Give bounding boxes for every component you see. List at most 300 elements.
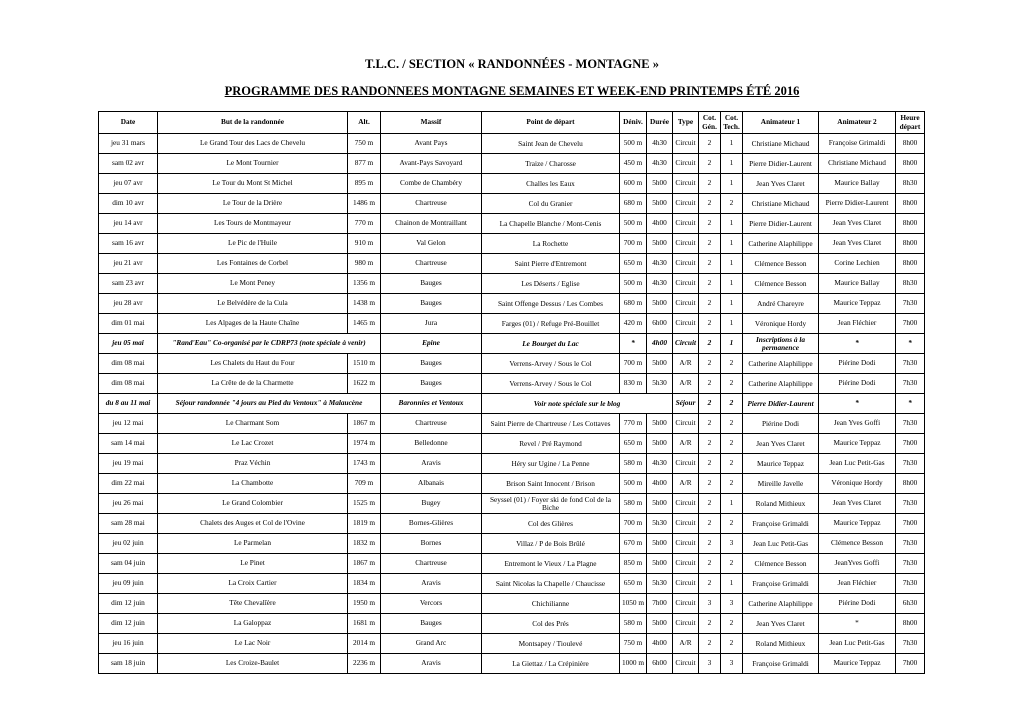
cell-anim2: Jean Fléchier: [819, 574, 896, 594]
cell-depart: Voir note spéciale sur le blog: [482, 394, 673, 414]
cell-heure: 7h30: [896, 494, 925, 514]
header-cot-tech: [721, 112, 743, 134]
cell-anim1: André Chareyre: [743, 294, 819, 314]
header-alt: Alt.: [348, 112, 381, 134]
cell-massif: Bauges: [381, 354, 482, 374]
cell-type: Circuit: [673, 334, 699, 354]
cell-cottech: 1: [721, 154, 743, 174]
cell-deniv: 680 m: [620, 294, 647, 314]
cell-date: jeu 19 mai: [99, 454, 158, 474]
header-animateur-1: Animateur 1: [743, 112, 819, 134]
cell-depart: Saint Offenge Dessus / Les Combes: [482, 294, 620, 314]
cell-massif: Aravis: [381, 574, 482, 594]
table-row: [99, 234, 925, 254]
cell-cotgen: 2: [699, 374, 721, 394]
cell-anim1: Clémence Besson: [743, 554, 819, 574]
header-type: Type: [673, 112, 699, 134]
cell-but: Le Lac Noir: [158, 634, 348, 654]
cell-anim2: Jean Luc Petit-Gas: [819, 454, 896, 474]
header-heure-depart: [896, 112, 925, 134]
cell-cottech: 1: [721, 234, 743, 254]
cell-deniv: 700 m: [620, 514, 647, 534]
cell-depart: Col des Prés: [482, 614, 620, 634]
cell-heure: 7h00: [896, 434, 925, 454]
cell-cottech: 2: [721, 374, 743, 394]
cell-duree: 4h30: [647, 454, 673, 474]
header-duree: Durée: [647, 112, 673, 134]
table-row: [99, 434, 925, 454]
header-heure-line1: Heure: [900, 113, 920, 122]
cell-but: Le Pinet: [158, 554, 348, 574]
cell-cottech: 2: [721, 474, 743, 494]
cell-anim2: Jean Fléchier: [819, 314, 896, 334]
cell-cotgen: 2: [699, 414, 721, 434]
cell-cottech: 2: [721, 354, 743, 374]
table-row: [99, 614, 925, 634]
cell-duree: 4h00: [647, 214, 673, 234]
cell-depart: Seyssel (01) / Foyer ski de fond Col de la Biche: [482, 494, 620, 514]
cell-but: Le Mont Tournier: [158, 154, 348, 174]
cell-type: A/R: [673, 354, 699, 374]
cell-heure: 8h00: [896, 234, 925, 254]
cell-alt: 1622 m: [348, 374, 381, 394]
cell-alt: 1867 m: [348, 414, 381, 434]
cell-but: Le Grand Colombier: [158, 494, 348, 514]
cell-alt: 895 m: [348, 174, 381, 194]
cell-cotgen: 2: [699, 554, 721, 574]
table-row: [99, 374, 925, 394]
header-heure-line2: départ: [899, 121, 921, 131]
cell-deniv: 580 m: [620, 494, 647, 514]
cell-deniv: 650 m: [620, 434, 647, 454]
cell-depart: Brison Saint Innocent / Brison: [482, 474, 620, 494]
cell-duree: 5h00: [647, 174, 673, 194]
cell-alt: 1465 m: [348, 314, 381, 334]
cell-type: Circuit: [673, 534, 699, 554]
cell-deniv: 750 m: [620, 634, 647, 654]
cell-deniv: 830 m: [620, 374, 647, 394]
cell-massif: Bugey: [381, 494, 482, 514]
cell-anim2: *: [819, 394, 896, 414]
cell-duree: 4h00: [647, 334, 673, 354]
cell-date: jeu 02 juin: [99, 534, 158, 554]
cell-heure: 8h00: [896, 254, 925, 274]
cell-but: Chalets des Auges et Col de l'Ovine: [158, 514, 348, 534]
cell-cottech: 3: [721, 534, 743, 554]
cell-anim1: Catherine Alaphilippe: [743, 594, 819, 614]
cell-cotgen: 2: [699, 494, 721, 514]
cell-alt: 770 m: [348, 214, 381, 234]
cell-deniv: 700 m: [620, 234, 647, 254]
cell-anim2: Maurice Teppaz: [819, 294, 896, 314]
cell-deniv: 1000 m: [620, 654, 647, 674]
cell-duree: 5h00: [647, 534, 673, 554]
cell-type: A/R: [673, 474, 699, 494]
cell-anim2: Véronique Hordy: [819, 474, 896, 494]
cell-alt: 1510 m: [348, 354, 381, 374]
header-cot-tech-line2: Tech.: [723, 121, 740, 131]
cell-duree: 5h30: [647, 514, 673, 534]
cell-date: dim 12 juin: [99, 614, 158, 634]
cell-duree: 5h00: [647, 554, 673, 574]
cell-cotgen: 2: [699, 154, 721, 174]
cell-anim2: Maurice Ballay: [819, 274, 896, 294]
cell-duree: 4h30: [647, 134, 673, 154]
cell-but: Le Mont Peney: [158, 274, 348, 294]
cell-massif: Grand Arc: [381, 634, 482, 654]
cell-cotgen: 2: [699, 214, 721, 234]
cell-deniv: 670 m: [620, 534, 647, 554]
cell-type: Circuit: [673, 154, 699, 174]
cell-anim2: Jean Yves Claret: [819, 214, 896, 234]
cell-date: jeu 21 avr: [99, 254, 158, 274]
cell-type: Circuit: [673, 654, 699, 674]
cell-duree: 5h00: [647, 614, 673, 634]
cell-duree: 5h30: [647, 574, 673, 594]
cell-massif: Jura: [381, 314, 482, 334]
cell-but: Le Grand Tour des Lacs de Chevelu: [158, 134, 348, 154]
cell-depart: Montsapey / Tioulevé: [482, 634, 620, 654]
cell-deniv: 770 m: [620, 414, 647, 434]
cell-type: Circuit: [673, 414, 699, 434]
table-row: [99, 314, 925, 334]
table-row: [99, 534, 925, 554]
cell-but: Tête Chevalîère: [158, 594, 348, 614]
cell-date: jeu 12 mai: [99, 414, 158, 434]
header-cot-gen-line1: Cot.: [702, 113, 717, 122]
cell-date: sam 16 avr: [99, 234, 158, 254]
cell-cottech: 2: [721, 514, 743, 534]
cell-anim2: Jean Luc Petit-Gas: [819, 634, 896, 654]
cell-duree: 6h00: [647, 654, 673, 674]
cell-type: Circuit: [673, 214, 699, 234]
cell-duree: 5h00: [647, 294, 673, 314]
cell-date: sam 14 mai: [99, 434, 158, 454]
cell-anim2: Piérine Dodi: [819, 374, 896, 394]
cell-cotgen: 2: [699, 194, 721, 214]
cell-anim2: Françoise Grimaldi: [819, 134, 896, 154]
cell-anim1: Catherine Alaphilippe: [743, 374, 819, 394]
cell-anim1: Pierre Didier-Laurent: [743, 394, 819, 414]
cell-duree: 4h00: [647, 634, 673, 654]
cell-anim2: Jean Yves Goffi: [819, 414, 896, 434]
table-row: [99, 334, 925, 354]
cell-anim1: Inscriptions à la permanence: [743, 334, 819, 354]
cell-anim2: Jean Yves Claret: [819, 494, 896, 514]
cell-depart: Challes les Eaux: [482, 174, 620, 194]
cell-cottech: 1: [721, 574, 743, 594]
cell-date: dim 01 mai: [99, 314, 158, 334]
cell-heure: 6h30: [896, 594, 925, 614]
cell-deniv: 450 m: [620, 154, 647, 174]
cell-anim1: Catherine Alaphilippe: [743, 354, 819, 374]
cell-heure: 7h30: [896, 374, 925, 394]
cell-heure: 7h00: [896, 514, 925, 534]
header-deniv: Déniv.: [620, 112, 647, 134]
cell-depart: Villaz / P de Bois Brûlé: [482, 534, 620, 554]
cell-cottech: 1: [721, 294, 743, 314]
cell-massif: Chainon de Montraillant: [381, 214, 482, 234]
cell-heure: 7h30: [896, 294, 925, 314]
table-row: [99, 554, 925, 574]
cell-alt: 1356 m: [348, 274, 381, 294]
cell-anim1: Jean Yves Claret: [743, 434, 819, 454]
cell-deniv: 500 m: [620, 214, 647, 234]
cell-anim1: Jean Yves Claret: [743, 614, 819, 634]
cell-cotgen: 2: [699, 174, 721, 194]
table-row: [99, 394, 925, 414]
cell-type: Circuit: [673, 594, 699, 614]
cell-but: Le Parmelan: [158, 534, 348, 554]
cell-date: sam 23 avr: [99, 274, 158, 294]
cell-massif: Avant-Pays Savoyard: [381, 154, 482, 174]
cell-deniv: 650 m: [620, 574, 647, 594]
cell-anim1: Jean Luc Petit-Gas: [743, 534, 819, 554]
cell-cottech: 3: [721, 594, 743, 614]
table-row: [99, 494, 925, 514]
cell-deniv: 500 m: [620, 274, 647, 294]
cell-anim2: Maurice Teppaz: [819, 514, 896, 534]
cell-depart: Chichilianne: [482, 594, 620, 614]
cell-anim1: Catherine Alaphilippe: [743, 234, 819, 254]
cell-duree: 4h00: [647, 474, 673, 494]
cell-alt: 709 m: [348, 474, 381, 494]
cell-alt: 1486 m: [348, 194, 381, 214]
cell-type: Circuit: [673, 454, 699, 474]
cell-date: jeu 28 avr: [99, 294, 158, 314]
header-cot-tech-line1: Cot.: [724, 113, 739, 122]
cell-massif: Baronnies et Ventoux: [381, 394, 482, 414]
cell-duree: 4h30: [647, 254, 673, 274]
cell-heure: 7h30: [896, 354, 925, 374]
cell-date: jeu 07 avr: [99, 174, 158, 194]
table-row: [99, 474, 925, 494]
cell-cottech: 2: [721, 414, 743, 434]
cell-type: Circuit: [673, 294, 699, 314]
cell-duree: 5h00: [647, 494, 673, 514]
cell-cottech: 2: [721, 454, 743, 474]
cell-duree: 7h00: [647, 594, 673, 614]
cell-heure: 8h00: [896, 214, 925, 234]
cell-date: dim 08 mai: [99, 354, 158, 374]
cell-anim1: Christiane Michaud: [743, 194, 819, 214]
cell-massif: Belledonne: [381, 434, 482, 454]
cell-depart: Verrens-Arvey / Sous le Col: [482, 374, 620, 394]
cell-massif: Aravis: [381, 654, 482, 674]
cell-anim1: Mireille Javelle: [743, 474, 819, 494]
table-row: [99, 514, 925, 534]
cell-type: Circuit: [673, 134, 699, 154]
header-but: But de la randonnée: [158, 112, 348, 134]
cell-cotgen: 2: [699, 454, 721, 474]
cell-cotgen: 2: [699, 274, 721, 294]
cell-anim1: Véronique Hordy: [743, 314, 819, 334]
cell-anim1: Christiane Michaud: [743, 134, 819, 154]
cell-type: Circuit: [673, 574, 699, 594]
cell-date: sam 28 mai: [99, 514, 158, 534]
cell-anim1: Clémence Besson: [743, 274, 819, 294]
cell-type: Circuit: [673, 194, 699, 214]
cell-cotgen: 2: [699, 614, 721, 634]
cell-heure: 7h30: [896, 534, 925, 554]
cell-massif: Chartreuse: [381, 554, 482, 574]
cell-alt: 1819 m: [348, 514, 381, 534]
document-title: T.L.C. / SECTION « RANDONNÉES - MONTAGNE »: [364, 57, 659, 71]
cell-heure: 7h00: [896, 654, 925, 674]
cell-heure: 8h30: [896, 174, 925, 194]
cell-depart: Col des Glières: [482, 514, 620, 534]
cell-but: La Crête de de la Charmette: [158, 374, 348, 394]
cell-but: Le Pic de l'Huile: [158, 234, 348, 254]
cell-deniv: 600 m: [620, 174, 647, 194]
cell-heure: *: [896, 334, 925, 354]
cell-anim2: *: [819, 614, 896, 634]
cell-type: Circuit: [673, 234, 699, 254]
cell-depart: Héry sur Ugine / La Penne: [482, 454, 620, 474]
table-row: [99, 294, 925, 314]
cell-date: dim 12 juin: [99, 594, 158, 614]
cell-heure: 7h30: [896, 454, 925, 474]
cell-alt: 1867 m: [348, 554, 381, 574]
cell-massif: Avant Pays: [381, 134, 482, 154]
cell-duree: 5h30: [647, 374, 673, 394]
cell-duree: 5h00: [647, 194, 673, 214]
cell-date: sam 02 avr: [99, 154, 158, 174]
cell-duree: 5h00: [647, 234, 673, 254]
cell-type: Circuit: [673, 614, 699, 634]
cell-date: dim 10 avr: [99, 194, 158, 214]
cell-depart: Saint Pierre de Chartreuse / Les Cottaves: [482, 414, 620, 434]
cell-cotgen: 2: [699, 634, 721, 654]
cell-cottech: 1: [721, 214, 743, 234]
cell-heure: 7h30: [896, 574, 925, 594]
cell-anim2: Maurice Teppaz: [819, 434, 896, 454]
cell-anim2: JeanYves Goffi: [819, 554, 896, 574]
cell-duree: 5h00: [647, 414, 673, 434]
cell-cotgen: 2: [699, 294, 721, 314]
cell-but: Praz Véchin: [158, 454, 348, 474]
cell-but: "Rand'Eau" Co-organisé par le CDRP73 (note spéciale à venir): [158, 334, 381, 354]
cell-deniv: 680 m: [620, 194, 647, 214]
cell-cottech: 1: [721, 134, 743, 154]
cell-but: La Croix Cartier: [158, 574, 348, 594]
cell-heure: 7h30: [896, 554, 925, 574]
document-subtitle: PROGRAMME DES RANDONNEES MONTAGNE SEMAINES ET WEEK-END PRINTEMPS ÉTÉ 2016: [224, 84, 800, 98]
cell-alt: 2236 m: [348, 654, 381, 674]
cell-cotgen: 2: [699, 574, 721, 594]
table-row: [99, 414, 925, 434]
cell-cotgen: 2: [699, 434, 721, 454]
cell-cottech: 2: [721, 614, 743, 634]
table-row: [99, 454, 925, 474]
cell-date: dim 22 mai: [99, 474, 158, 494]
cell-anim2: Jean Yves Claret: [819, 234, 896, 254]
cell-but: Les Fontaines de Corbel: [158, 254, 348, 274]
cell-but: Le Tour de la Drière: [158, 194, 348, 214]
cell-alt: 1832 m: [348, 534, 381, 554]
cell-heure: 7h30: [896, 634, 925, 654]
table-row: [99, 134, 925, 154]
cell-cotgen: 3: [699, 594, 721, 614]
cell-cottech: 1: [721, 174, 743, 194]
table-row: [99, 634, 925, 654]
cell-anim1: Jean Yves Claret: [743, 174, 819, 194]
cell-deniv: 700 m: [620, 354, 647, 374]
cell-cotgen: 2: [699, 354, 721, 374]
cell-duree: 4h30: [647, 274, 673, 294]
cell-anim1: Roland Mithieux: [743, 634, 819, 654]
cell-depart: La Giettaz / La Crépinière: [482, 654, 620, 674]
cell-anim2: Maurice Teppaz: [819, 654, 896, 674]
cell-heure: 8h30: [896, 274, 925, 294]
cell-anim2: Corine Lechien: [819, 254, 896, 274]
cell-massif: Val Gelon: [381, 234, 482, 254]
cell-cotgen: 3: [699, 654, 721, 674]
table-row: [99, 214, 925, 234]
cell-depart: Le Bourget du Lac: [482, 334, 620, 354]
cell-cotgen: 2: [699, 254, 721, 274]
cell-depart: Saint Jean de Chevelu: [482, 134, 620, 154]
cell-cottech: 2: [721, 194, 743, 214]
cell-alt: 1834 m: [348, 574, 381, 594]
cell-but: Le Belvédère de la Cula: [158, 294, 348, 314]
cell-depart: Saint Nicolas la Chapelle / Chaucisse: [482, 574, 620, 594]
cell-date: sam 18 juin: [99, 654, 158, 674]
table-header-row: [99, 112, 925, 134]
cell-type: A/R: [673, 374, 699, 394]
cell-massif: Bauges: [381, 274, 482, 294]
cell-deniv: 500 m: [620, 474, 647, 494]
table-row: [99, 194, 925, 214]
cell-deniv: 850 m: [620, 554, 647, 574]
cell-but: La Chambotte: [158, 474, 348, 494]
cell-heure: 8h00: [896, 154, 925, 174]
cell-anim2: Pierre Didier-Laurent: [819, 194, 896, 214]
cell-duree: 6h00: [647, 314, 673, 334]
cell-massif: Combe de Chambéry: [381, 174, 482, 194]
cell-depart: La Rochette: [482, 234, 620, 254]
cell-but: Les Chalets du Haut du Four: [158, 354, 348, 374]
table-row: [99, 254, 925, 274]
cell-date: jeu 26 mai: [99, 494, 158, 514]
cell-massif: Vercors: [381, 594, 482, 614]
cell-cotgen: 2: [699, 314, 721, 334]
cell-type: A/R: [673, 634, 699, 654]
cell-but: La Galoppaz: [158, 614, 348, 634]
cell-cottech: 2: [721, 554, 743, 574]
cell-cotgen: 2: [699, 514, 721, 534]
table-row: [99, 594, 925, 614]
cell-cottech: 1: [721, 274, 743, 294]
cell-type: Circuit: [673, 314, 699, 334]
cell-duree: 5h00: [647, 354, 673, 374]
cell-depart: Saint Pierre d'Entremont: [482, 254, 620, 274]
table-body: [99, 134, 925, 674]
cell-heure: *: [896, 394, 925, 414]
cell-alt: 1438 m: [348, 294, 381, 314]
cell-deniv: 580 m: [620, 454, 647, 474]
cell-alt: 1525 m: [348, 494, 381, 514]
cell-date: jeu 05 mai: [99, 334, 158, 354]
cell-deniv: 500 m: [620, 134, 647, 154]
cell-deniv: 420 m: [620, 314, 647, 334]
cell-alt: 750 m: [348, 134, 381, 154]
cell-date: jeu 31 mars: [99, 134, 158, 154]
cell-alt: 980 m: [348, 254, 381, 274]
cell-cotgen: 2: [699, 534, 721, 554]
cell-duree: 5h00: [647, 434, 673, 454]
cell-heure: 7h30: [896, 414, 925, 434]
